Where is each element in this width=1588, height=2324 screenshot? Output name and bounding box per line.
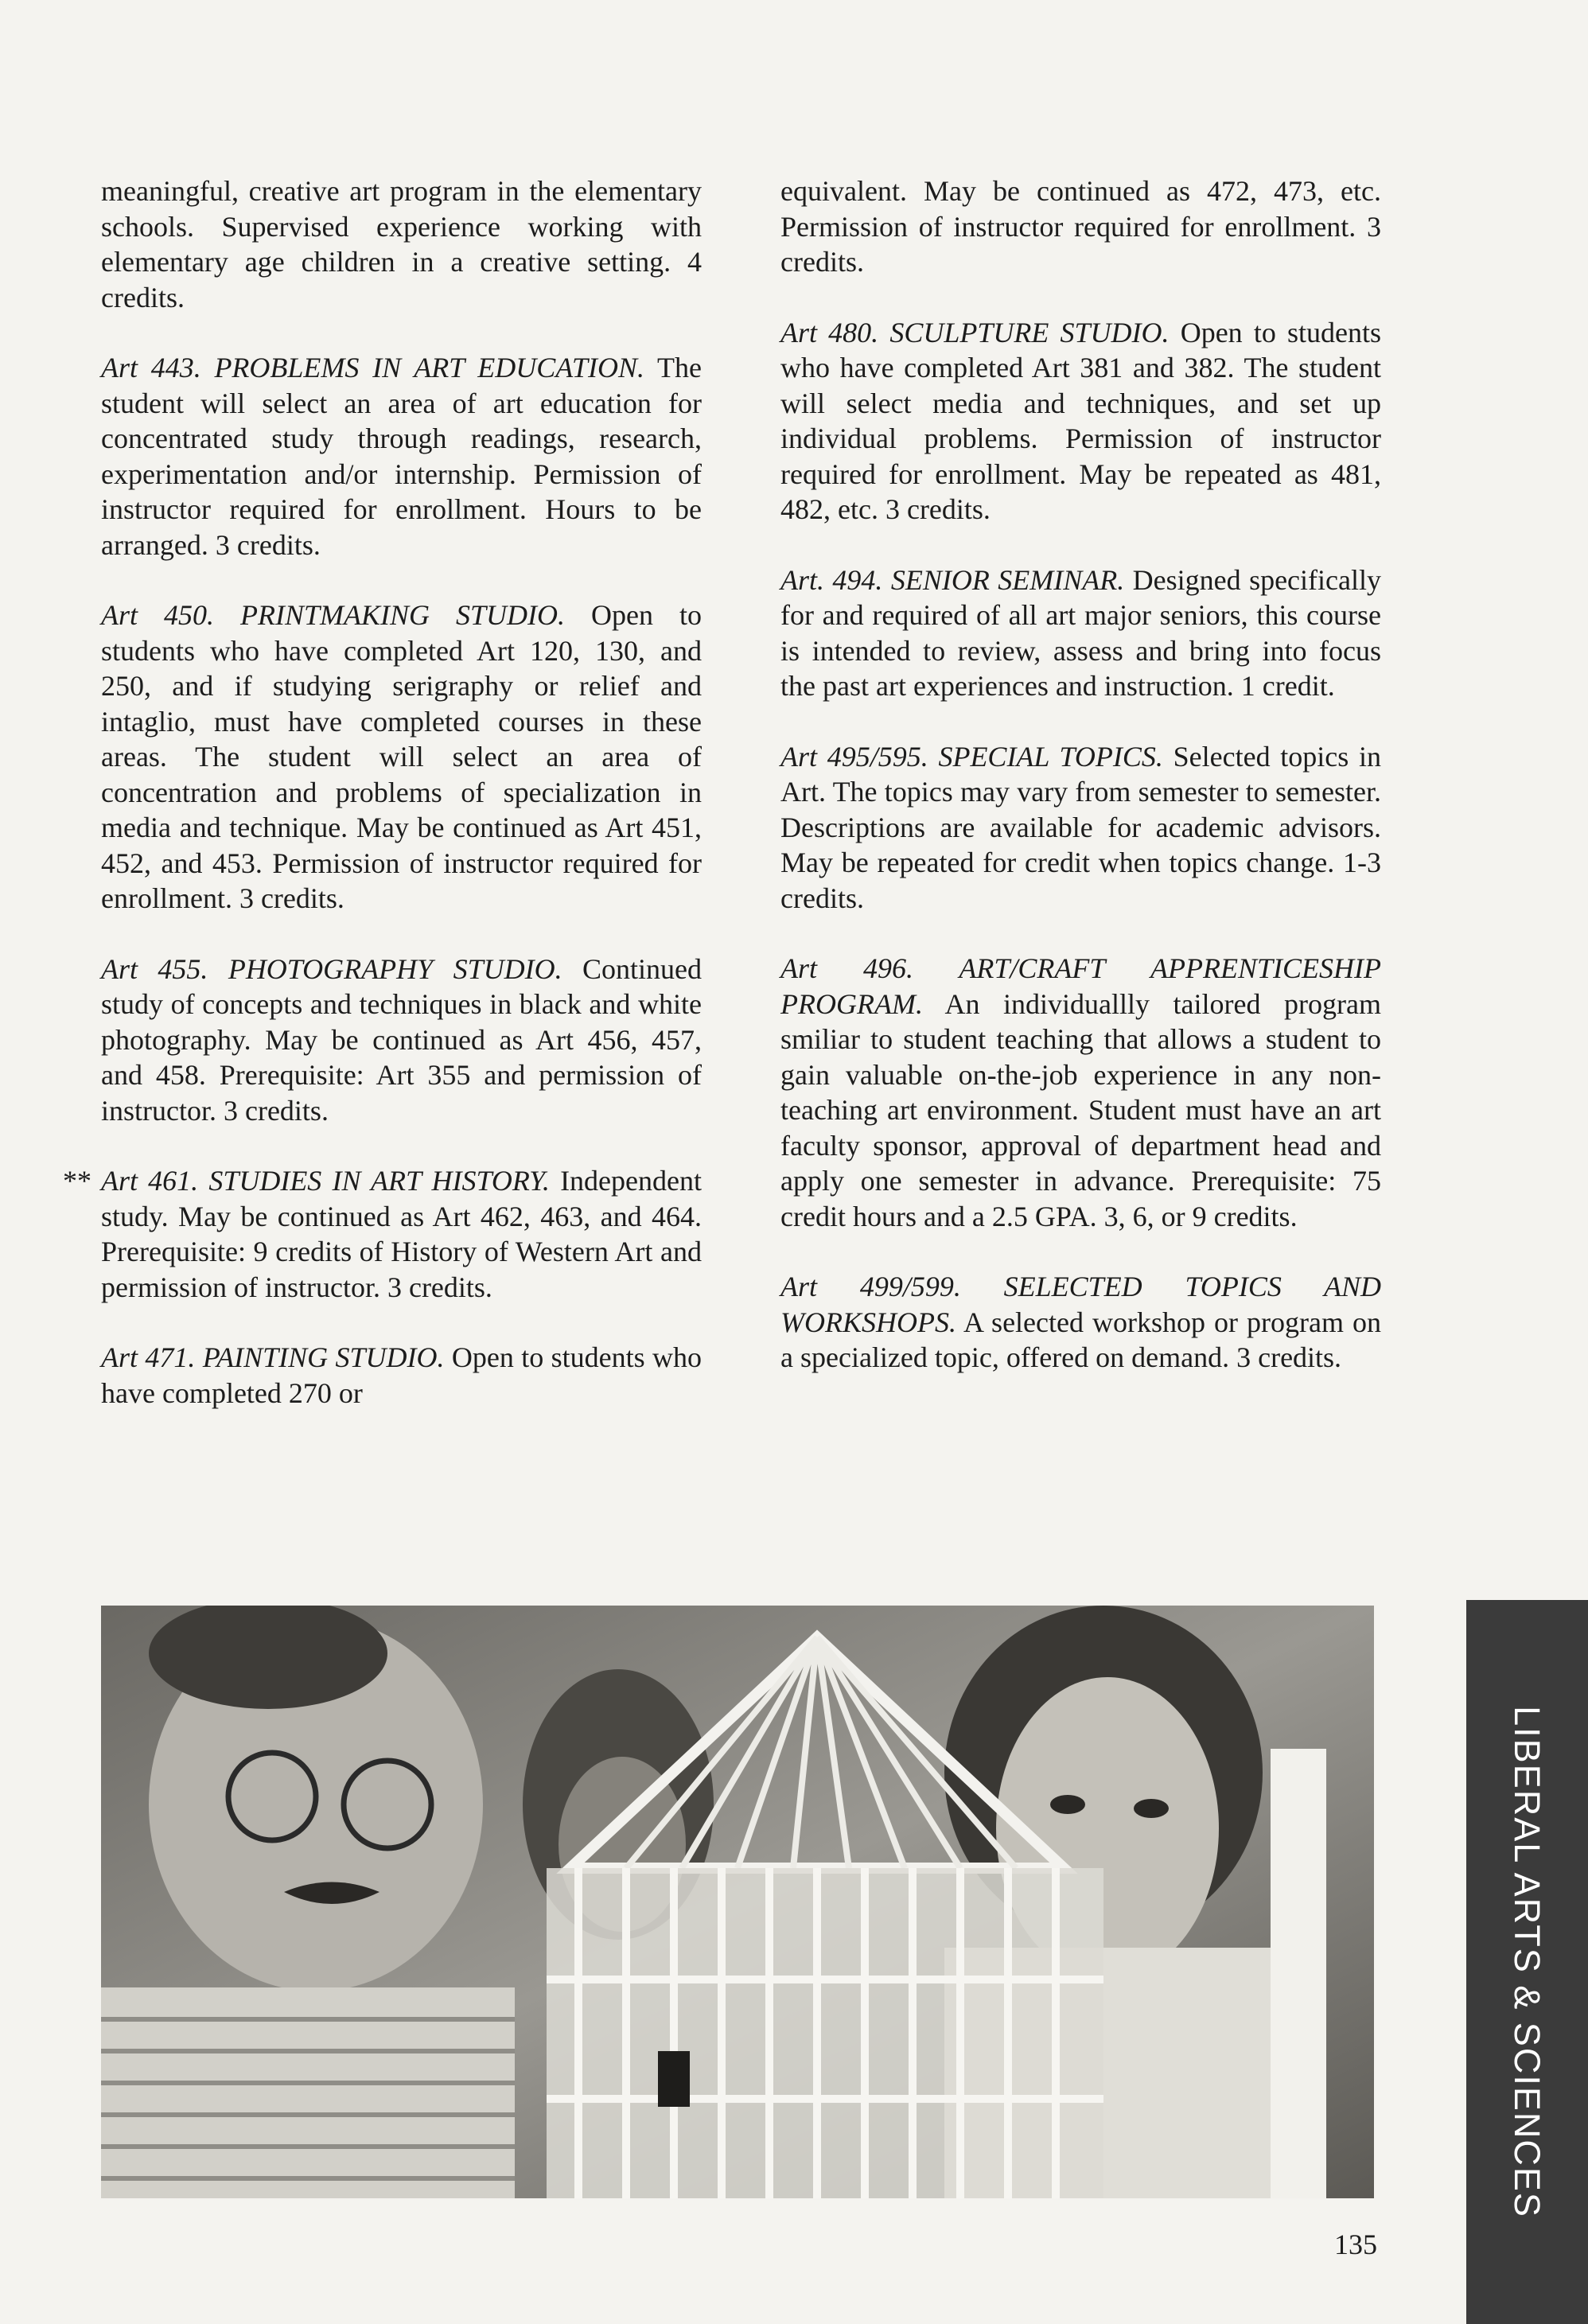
intro-fragment-text: meaningful, creative art program in the elementary schools. Supervised experience working with elementary age children in a creative setting. 4 credits. <box>101 175 702 313</box>
course-heading: Art 471. PAINTING STUDIO. <box>101 1341 445 1373</box>
section-side-tab <box>1466 1600 1588 2324</box>
continuation-fragment-text: equivalent. May be continued as 472, 473, etc. Permission of instructor required for enrollment. 3 credits. <box>780 175 1381 278</box>
course-entry-art-450 <box>101 598 702 917</box>
course-entry-art-495-595 <box>780 739 1381 917</box>
course-heading: Art 480. SCULPTURE STUDIO. <box>780 316 1170 348</box>
intro-fragment <box>101 173 702 315</box>
course-description: Independent study. May be continued as Art 462, 463, and 464. Prerequisite: 9 credits of History of Western Art and permission of instructor. 3 credits. <box>101 1165 702 1303</box>
course-heading: Art 461. STUDIES IN ART HISTORY. <box>101 1165 550 1197</box>
students-house-model-photo <box>101 1606 1374 2198</box>
course-heading: Art 443. PROBLEMS IN ART EDUCATION. <box>101 352 644 383</box>
course-description: Selected topics in Art. The topics may vary from semester to semester. Descriptions are available for academic advisors. May be repeated for credit when topics change. 1-3 credits. <box>780 740 1382 914</box>
course-description: Continued study of concepts and techniques in black and white photography. May be continued as Art 456, 457, and 458. Prerequisite: Art 355 and permission of instructor. 3 credits. <box>101 952 703 1127</box>
course-entry-art-455 <box>101 952 702 1129</box>
course-heading: Art. 494. SENIOR SEMINAR. <box>780 563 1125 596</box>
course-description: Designed specifically for and required of all art major seniors, this course is intended to review, assess and bring into focus the past art experiences and instruction. 1 credit. <box>780 563 1381 702</box>
right-column <box>780 173 1381 1411</box>
course-description: The student will select an area of art education for concentrated study through readings, research, experimentation and/or internship. Permission of instructor required for enrollment. Hours to be arranged. 3 credits. <box>101 352 702 561</box>
footnote-marker: ** <box>63 1165 91 1197</box>
photo-illustration <box>101 1606 1374 2198</box>
course-heading: Art 450. PRINTMAKING STUDIO. <box>101 599 566 631</box>
course-entry-art-499-599 <box>780 1269 1381 1376</box>
course-entry-art-471 <box>101 1340 702 1411</box>
page-number: 135 <box>1334 2229 1377 2260</box>
course-description: Open to students who have completed 270 or <box>101 1341 703 1409</box>
course-description: Open to students who have completed Art 381 and 382. The student will select media and techniques, and set up individual problems. Permission of instructor required for enrollment. May be repeated as 481, 482, etc. 3 credits. <box>780 316 1382 525</box>
course-heading: Art 495/595. SPECIAL TOPICS. <box>780 740 1163 773</box>
course-entry-art-496 <box>780 951 1381 1234</box>
course-description: An individuallly tailored program smiliar to student teaching that allows a student to gain valuable on-the-job experience in any non-teaching art environment. Student must have an art faculty sponsor, approval of department head and apply one semester in advance. Prerequisite: 75 credit hours and a 2.5 GPA. 3, 6, or 9 credits. <box>780 987 1381 1232</box>
side-tab-label: LIBERAL ARTS & SCIENCES <box>1507 1706 1547 2218</box>
continuation-fragment <box>780 173 1381 280</box>
course-entry-art-461 <box>63 1163 702 1305</box>
course-heading: Art 499/599. SELECTED TOPICS AND WORKSHOPS. <box>780 1271 1381 1338</box>
left-column <box>63 173 703 1446</box>
course-description: A selected workshop or program on a specialized topic, offered on demand. 3 credits. <box>780 1306 1382 1373</box>
course-description: Open to students who have completed Art 120, 130, and 250, and if studying serigraphy or relief and intaglio, must have completed courses in these areas. The student will select an area of concentration and problems of specialization in media and technique. May be continued as Art 451, 452, and 453. Permission of instructor required for enrollment. 3 credits. <box>101 599 703 914</box>
course-entry-art-443 <box>101 350 702 563</box>
course-entry-art-480 <box>780 315 1381 527</box>
course-heading: Art 455. PHOTOGRAPHY STUDIO. <box>101 952 562 985</box>
course-heading: Art 496. ART/CRAFT APPRENTICESHIP PROGRAM. <box>780 952 1381 1020</box>
course-entry-art-494 <box>780 563 1381 704</box>
